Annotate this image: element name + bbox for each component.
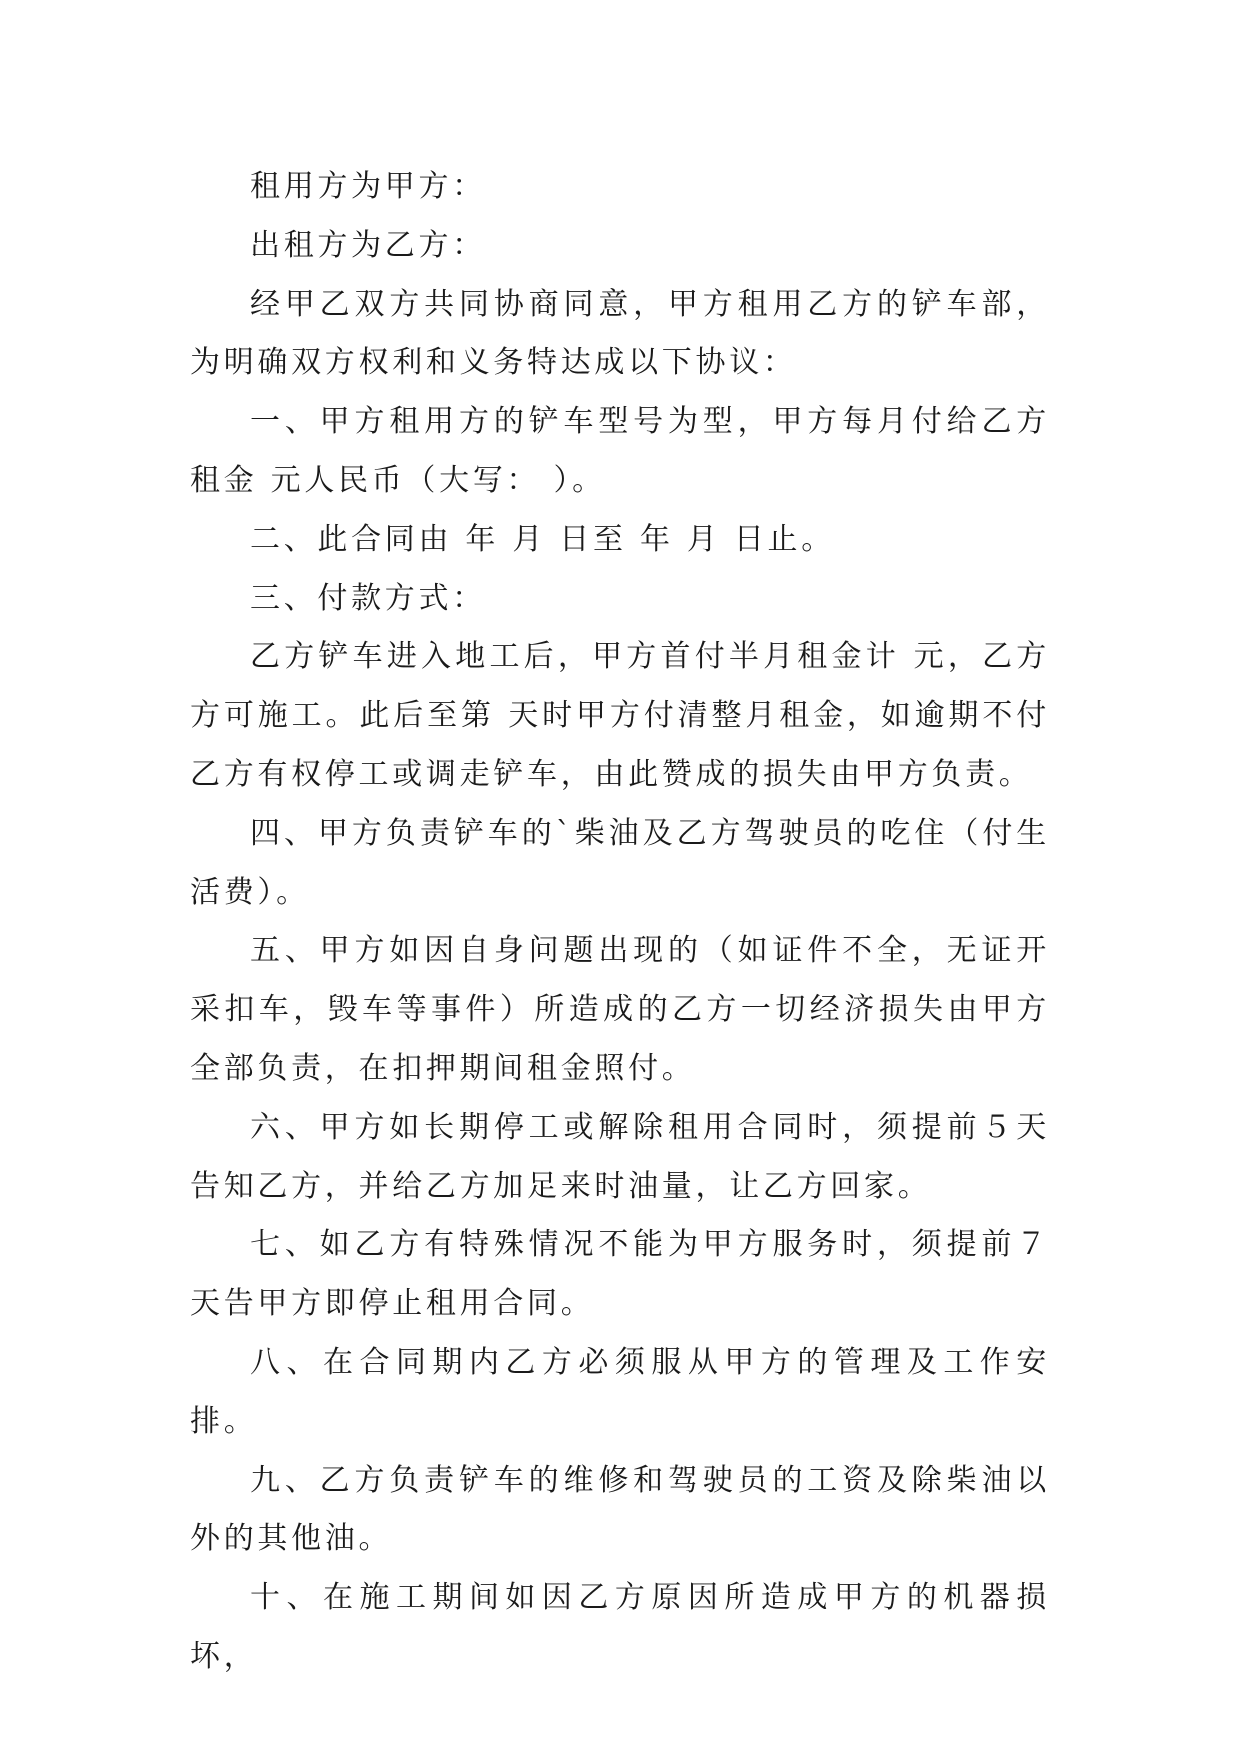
- clause-5-losses: 五、甲方如因自身问题出现的（如证件不全，无证开采扣车，毁车等事件）所造成的乙方一切经济损失由甲方全部负责，在扣押期间租金照付。: [190, 933, 1050, 1086]
- paragraph-lessor-party: 出租方为乙方：: [250, 227, 486, 263]
- clause-4-fuel-and-board: 四、甲方负责铲车的`柴油及乙方驾驶员的吃住（付生活费）。: [190, 815, 1050, 910]
- clause-3-payment-heading: 三、付款方式：: [250, 580, 486, 616]
- clause-1-model-and-rent: 一、甲方租用方的铲车型号为型，甲方每月付给乙方租金 元人民币（大写： ）。: [190, 404, 1050, 498]
- clause-9-maintenance: 九、乙方负责铲车的维修和驾驶员的工资及除柴油以外的其他油。: [190, 1462, 1050, 1557]
- clause-2-term: 二、此合同由 年 月 日至 年 月 日止。: [250, 521, 835, 557]
- paragraph-lessee-party: 租用方为甲方：: [250, 169, 486, 204]
- clause-8-management: 八、在合同期内乙方必须服从甲方的管理及工作安排。: [190, 1344, 1050, 1439]
- clause-10-damage: 十、在施工期间如因乙方原因所造成甲方的机器损坏，: [190, 1580, 1050, 1674]
- paragraph-preamble: 经甲乙双方共同协商同意，甲方租用乙方的铲车部，为明确双方权利和义务特达成以下协议：: [190, 286, 1050, 381]
- clause-3-payment-details: 乙方铲车进入地工后，甲方首付半月租金计 元，乙方方可施工。此后至第 天时甲方付清整月租金，如逾期不付乙方有权停工或调走铲车，由此赞成的损失由甲方负责。: [190, 639, 1050, 792]
- contract-body: [190, 158, 1050, 1687]
- clause-6-termination-notice: 六、甲方如长期停工或解除租用合同时，须提前５天告知乙方，并给乙方加足来时油量，让乙方回家。: [190, 1109, 1050, 1204]
- clause-7-lessor-termination: 七、如乙方有特殊情况不能为甲方服务时，须提前７天告甲方即停止租用合同。: [190, 1227, 1050, 1322]
